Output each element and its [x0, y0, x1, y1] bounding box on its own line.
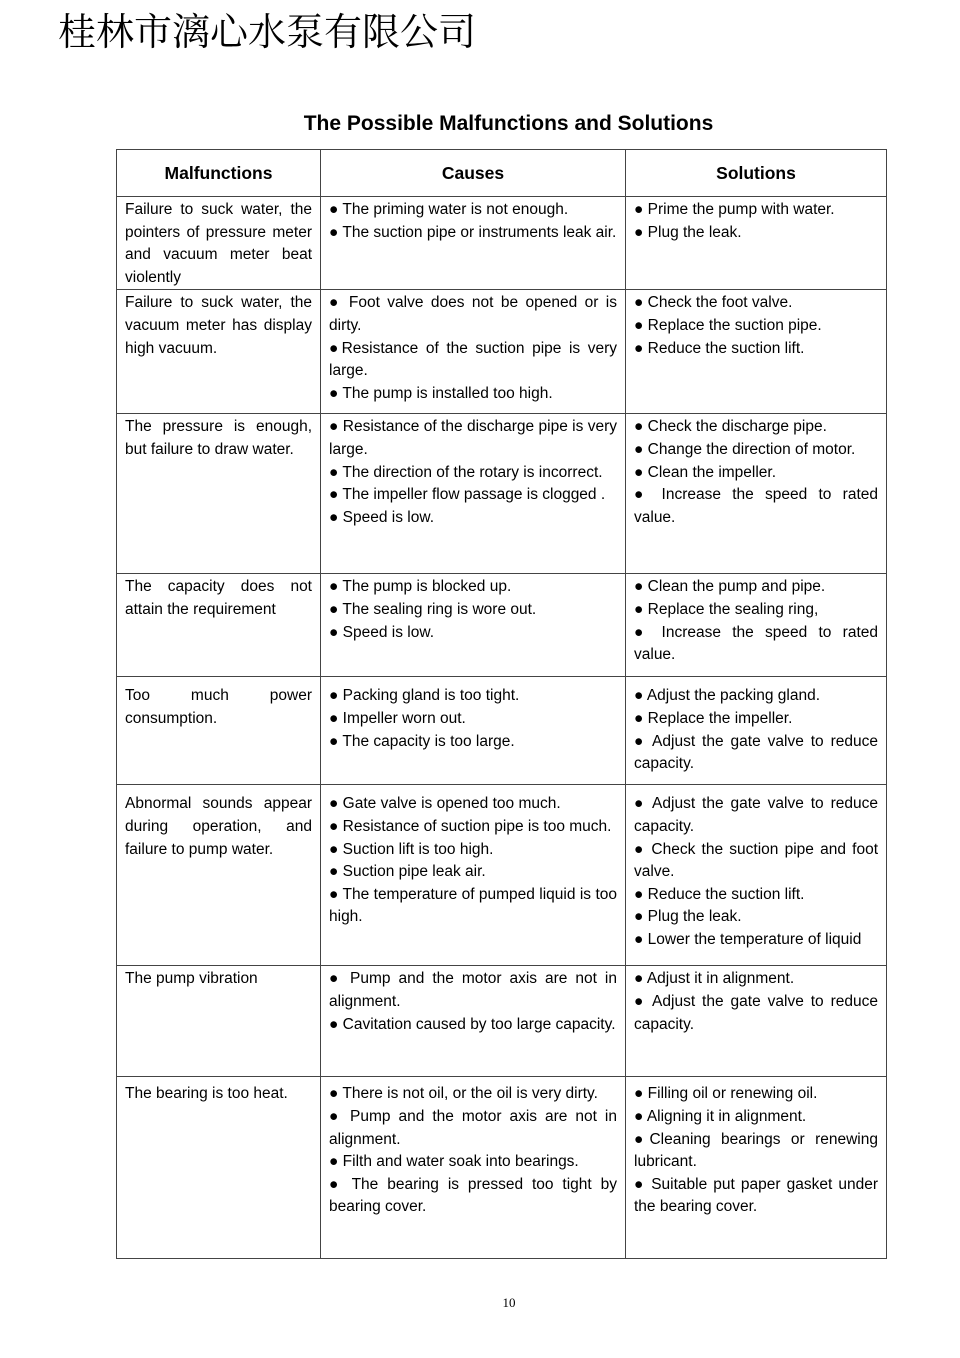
solution-item: ●Cleaning bearings or renewing lubricant. — [634, 1130, 878, 1171]
solutions-cell — [626, 197, 887, 290]
table-row — [117, 677, 887, 785]
table-row — [117, 1077, 887, 1259]
malfunction-cell: Too much power consumption. — [117, 677, 321, 785]
cause-item: ● The pump is installed too high. — [329, 384, 553, 402]
malfunction-cell: The pump vibration — [117, 966, 321, 1077]
causes-cell — [321, 785, 626, 966]
malfunctions-table — [116, 149, 887, 1259]
cause-item: ● Pump and the motor axis are not in alignment. — [329, 970, 617, 1010]
cause-item: ● Filth and water soak into bearings. — [329, 1153, 579, 1171]
cause-item: ● The sealing ring is wore out. — [329, 600, 537, 618]
malfunction-cell: The bearing is too heat. — [117, 1077, 321, 1259]
table-row — [117, 785, 887, 966]
malfunction-cell: Abnormal sounds appear during operation, and failure to pump water. — [117, 785, 321, 966]
solutions-cell — [626, 677, 887, 785]
solution-item: ● Increase the speed to rated value. — [634, 623, 878, 664]
table-row — [117, 197, 887, 290]
solution-item: ● Replace the impeller. — [634, 709, 793, 727]
solution-item: ● Replace the suction pipe. — [634, 316, 822, 334]
solution-item: ● Check the foot valve. — [634, 294, 793, 312]
solution-item: ● Increase the speed to rated value. — [634, 486, 878, 526]
solution-item: ● Adjust it in alignment. — [634, 970, 795, 988]
solution-item: ● Reduce the suction lift. — [634, 885, 805, 903]
solutions-cell — [626, 290, 887, 414]
solution-item: ● Clean the pump and pipe. — [634, 578, 826, 596]
causes-cell — [321, 574, 626, 677]
cause-item: ● Pump and the motor axis are not in alignment. — [329, 1107, 617, 1148]
solution-item: ● Aligning it in alignment. — [634, 1107, 807, 1125]
header-malfunctions: Malfunctions — [117, 150, 321, 197]
solution-item: ● Check the discharge pipe. — [634, 418, 827, 436]
cause-item: ●Resistance of the suction pipe is very large. — [329, 339, 617, 380]
cause-item: ● The impeller flow passage is clogged . — [329, 486, 606, 504]
cause-item: ● Speed is low. — [329, 508, 435, 526]
cause-item: ● The pump is blocked up. — [329, 578, 512, 596]
header-solutions: Solutions — [626, 150, 887, 197]
cause-item: ● The suction pipe or instruments leak air. — [329, 223, 617, 241]
cause-item: ● Suction pipe leak air. — [329, 863, 486, 881]
causes-cell — [321, 1077, 626, 1259]
cause-item: ● The temperature of pumped liquid is too high. — [329, 885, 617, 926]
causes-cell — [321, 290, 626, 414]
causes-cell — [321, 677, 626, 785]
solution-item: ● Lower the temperature of liquid — [634, 930, 862, 948]
malfunction-cell: The pressure is enough, but failure to draw water. — [117, 414, 321, 574]
solution-item: ● Adjust the packing gland. — [634, 687, 821, 705]
cause-item: ● The priming water is not enough. — [329, 201, 569, 218]
solution-item: ● Plug the leak. — [634, 223, 742, 241]
solution-item: ● Plug the leak. — [634, 908, 742, 926]
cause-item: ● Speed is low. — [329, 623, 435, 641]
solution-item: ● Adjust the gate valve to reduce capacity. — [634, 795, 878, 835]
header-causes: Causes — [321, 150, 626, 197]
table-row — [117, 290, 887, 414]
cause-item: ● The bearing is pressed too tight by bearing cover. — [329, 1175, 617, 1216]
malfunction-cell: The capacity does not attain the requirement — [117, 574, 321, 677]
solution-item: ● Change the direction of motor. — [634, 440, 856, 458]
solution-item: ● Prime the pump with water. — [634, 201, 835, 218]
page-number: 10 — [502, 1295, 516, 1310]
cause-item: ● There is not oil, or the oil is very dirty. — [329, 1085, 598, 1103]
cause-item: ● The direction of the rotary is incorrect. — [329, 463, 603, 481]
solution-item: ● Check the suction pipe and foot valve. — [634, 840, 878, 881]
cause-item: ● Resistance of suction pipe is too much. — [329, 817, 612, 835]
malfunction-cell: Failure to suck water, the pointers of pressure meter and vacuum meter beat violently — [117, 197, 321, 290]
solutions-cell — [626, 785, 887, 966]
solution-item: ● Adjust the gate valve to reduce capacity. — [634, 732, 878, 773]
solution-item: ● Reduce the suction lift. — [634, 339, 805, 357]
page-title: The Possible Malfunctions and Solutions — [303, 112, 714, 135]
solution-item: ● Suitable put paper gasket under the bearing cover. — [634, 1175, 878, 1216]
cause-item: ● Gate valve is opened too much. — [329, 795, 561, 813]
causes-cell — [321, 197, 626, 290]
solution-item: ● Filling oil or renewing oil. — [634, 1085, 818, 1103]
malfunction-cell: Failure to suck water, the vacuum meter has display high vacuum. — [117, 290, 321, 414]
cause-item: ● Suction lift is too high. — [329, 840, 494, 858]
solution-item: ● Replace the sealing ring, — [634, 600, 819, 618]
cause-item: ● Packing gland is too tight. — [329, 687, 520, 705]
solution-item: ● Adjust the gate valve to reduce capacity. — [634, 992, 878, 1033]
solutions-cell — [626, 966, 887, 1077]
cause-item: ● Resistance of the discharge pipe is very large. — [329, 418, 617, 458]
causes-cell — [321, 414, 626, 574]
solutions-cell — [626, 1077, 887, 1259]
table-row — [117, 574, 887, 677]
table-header-row — [117, 150, 887, 197]
causes-cell — [321, 966, 626, 1077]
cause-item: ● The capacity is too large. — [329, 732, 515, 750]
cause-item: ● Impeller worn out. — [329, 709, 466, 727]
table-row — [117, 414, 887, 574]
cause-item: ● Cavitation caused by too large capacity. — [329, 1015, 616, 1033]
solution-item: ● Clean the impeller. — [634, 463, 777, 481]
cause-item: ● Foot valve does not be opened or is dirty. — [329, 294, 617, 334]
solutions-cell — [626, 574, 887, 677]
company-name: 桂林市漓心水泵有限公司 — [58, 10, 477, 54]
solutions-cell — [626, 414, 887, 574]
table-row — [117, 966, 887, 1077]
